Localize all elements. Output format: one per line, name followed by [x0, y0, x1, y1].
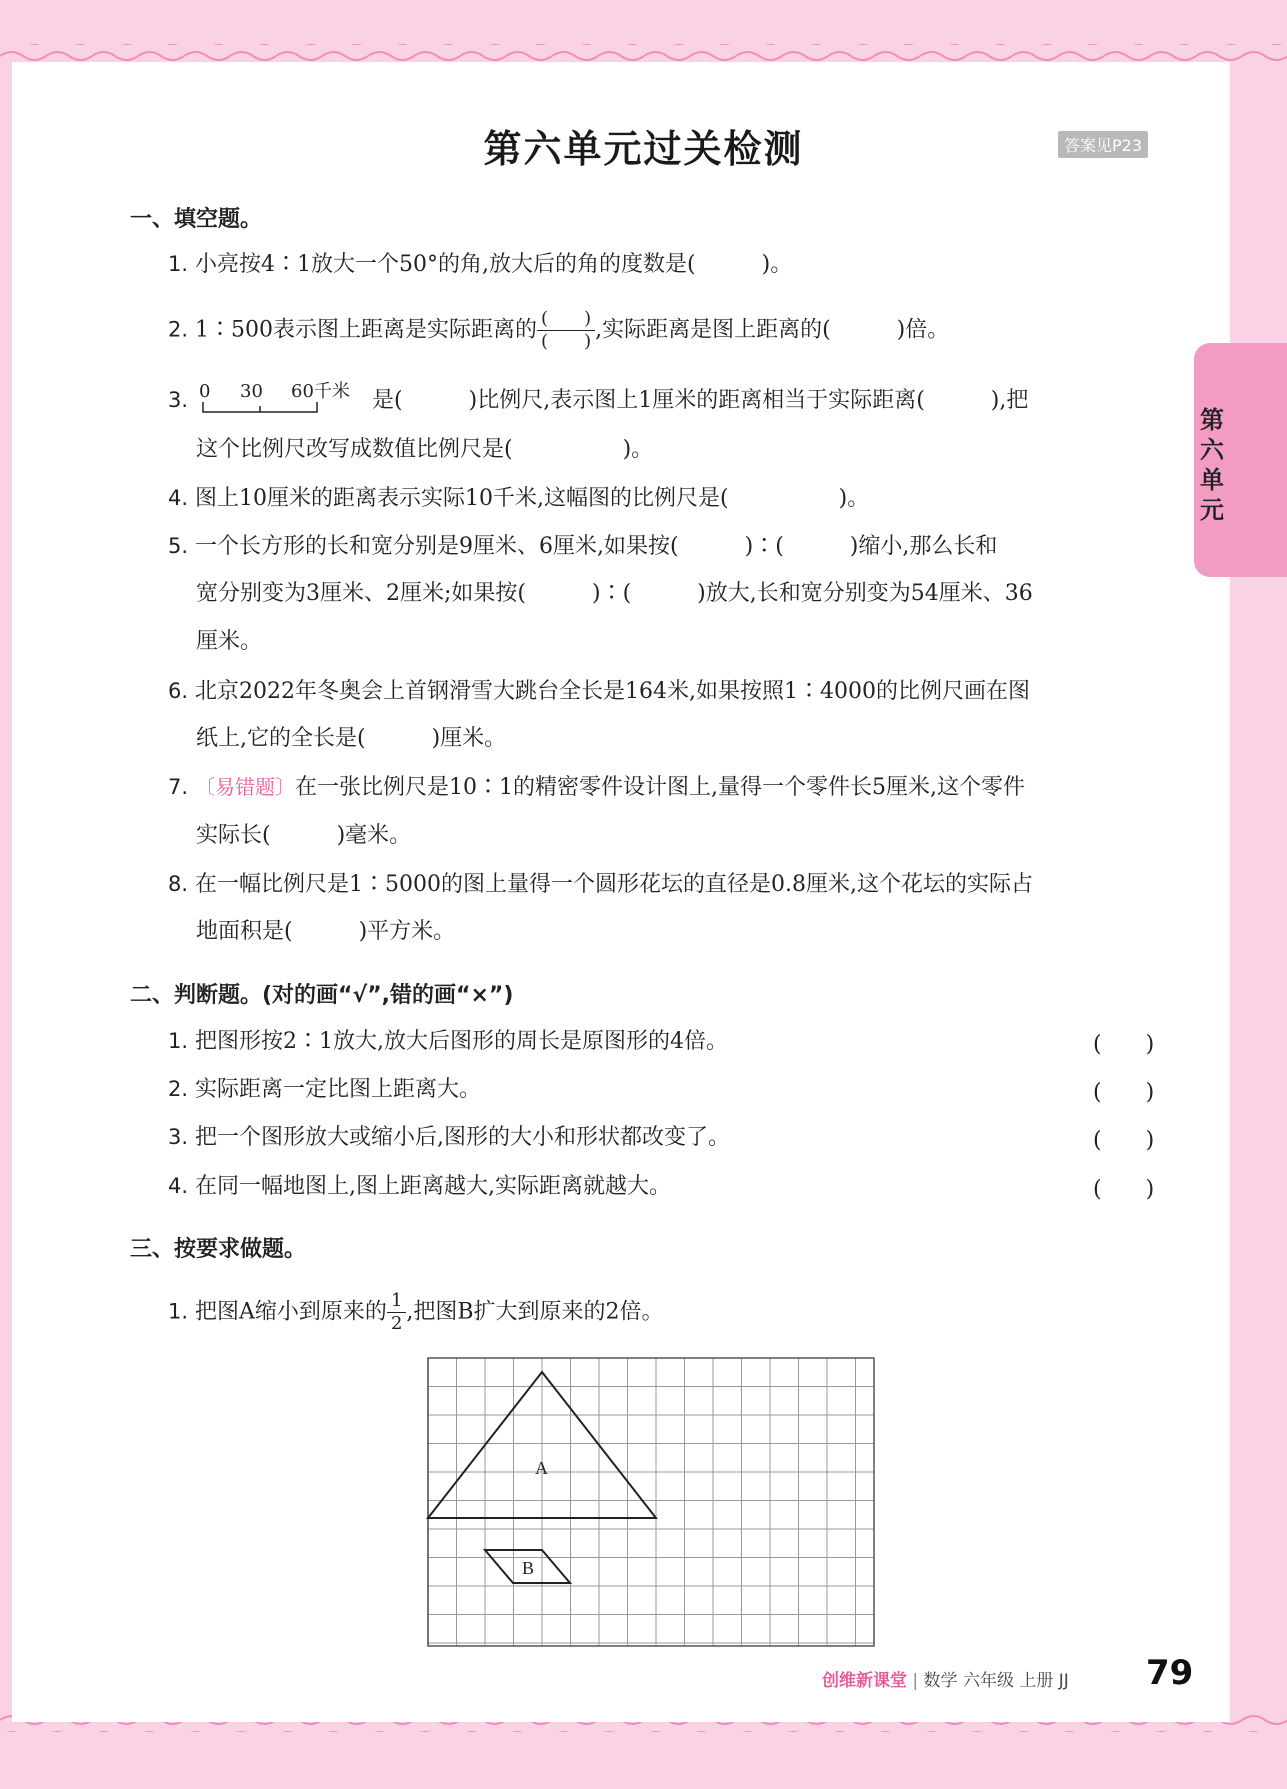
judgment-item-4 [168, 1172, 671, 1201]
question-text: 实际距离一定比图上距离大。 [195, 1077, 482, 1102]
error-prone-tag: 〔易错题〕 [195, 775, 296, 799]
question-text: 小亮按4∶1放大一个50°的角,放大后的角的度数是( )。 [195, 252, 793, 277]
question-text: 1∶500表示图上距离是实际距离的 [195, 317, 538, 343]
question-1-8 [168, 870, 1033, 899]
question-text: 图上10厘米的距离表示实际10千米,这幅图的比例尺是( )。 [195, 486, 870, 511]
section-tasks-heading: 三、按要求做题。 [130, 1237, 307, 1262]
scale-tick-label: 60千米 [291, 381, 350, 402]
question-text: 北京2022年冬奥会上首钢滑雪大跳台全长是164米,如果按照1∶4000的比例尺画在图 [195, 679, 1031, 704]
line-scale-bar [195, 381, 365, 414]
question-text-continued: 宽分别变为3厘米、2厘米;如果按( )∶( )放大,长和宽分别变为54厘米、36 [196, 581, 1033, 606]
fraction-numerator: ( ) [537, 308, 595, 331]
question-text-continued: 厘米。 [196, 629, 263, 654]
fraction [387, 1290, 406, 1335]
answer-parentheses: ( ) [1093, 1177, 1155, 1202]
question-number: 1. [168, 252, 189, 276]
question-number: 4. [168, 1174, 189, 1198]
question-text: ,实际距离是图上距离的( )倍。 [595, 317, 950, 343]
question-text: 在同一幅地图上,图上距离越大,实际距离就越大。 [195, 1174, 672, 1199]
question-number: 8. [168, 872, 189, 896]
question-1-1 [168, 250, 792, 279]
answer-reference-badge: 答案见P23 [1058, 131, 1148, 158]
question-text: 一个长方形的长和宽分别是9厘米、6厘米,如果按( )∶( )缩小,那么长和 [195, 534, 998, 559]
question-number: 3. [168, 388, 189, 412]
fraction-denominator: ( ) [541, 331, 592, 352]
question-text: 是( )比例尺,表示图上1厘米的距离相当于实际距离( ),把 [372, 388, 1029, 413]
fraction-denominator: 2 [390, 1313, 403, 1334]
question-number: 2. [168, 317, 189, 342]
footer-info: 创维新课堂 | 数学 六年级 上册 JJ [822, 1671, 1069, 1691]
question-1-7 [168, 773, 1025, 802]
question-text-continued: 纸上,它的全长是( )厘米。 [196, 726, 507, 751]
question-text: 把图形按2∶1放大,放大后图形的周长是原图形的4倍。 [195, 1029, 729, 1054]
fraction-blank [537, 308, 595, 353]
question-number: 6. [168, 679, 189, 703]
answer-parentheses: ( ) [1093, 1080, 1155, 1105]
question-1-4 [168, 484, 869, 513]
grid-lines [428, 1358, 874, 1646]
scale-tick-label: 30 [240, 381, 263, 402]
question-number: 2. [168, 1077, 189, 1101]
grid-border [428, 1358, 874, 1646]
question-1-6 [168, 677, 1030, 706]
page-title: 第六单元过关检测 [483, 127, 804, 171]
question-number: 1. [168, 1029, 189, 1053]
question-text-continued: 实际长( )毫米。 [196, 823, 412, 848]
footer-book-info: 数学 六年级 上册 JJ [923, 1671, 1069, 1691]
page-number: 79 [1146, 1653, 1194, 1693]
judgment-item-2 [168, 1075, 481, 1104]
question-number: 4. [168, 486, 189, 510]
section-true-false-heading: 二、判断题。(对的画“√”,错的画“×”) [130, 983, 514, 1008]
question-text: 把一个图形放大或缩小后,图形的大小和形状都改变了。 [195, 1125, 731, 1150]
question-text: 把图A缩小到原来的 [195, 1299, 387, 1325]
question-3-1 [168, 1290, 664, 1335]
question-number: 7. [168, 775, 189, 799]
question-text-continued: 这个比例尺改写成数值比例尺是( )。 [196, 437, 654, 462]
question-number: 1. [168, 1299, 189, 1324]
question-number: 5. [168, 534, 189, 558]
question-text: 在一幅比例尺是1∶5000的图上量得一个圆形花坛的直径是0.8厘米,这个花坛的实际占 [195, 872, 1034, 897]
question-1-3 [168, 381, 1029, 415]
question-text-continued: 地面积是( )平方米。 [196, 919, 456, 944]
judgment-item-3 [168, 1123, 730, 1152]
question-1-2 [168, 308, 949, 353]
footer-brand: 创维新课堂 [822, 1671, 907, 1691]
fraction-numerator: 1 [387, 1290, 406, 1313]
answer-parentheses: ( ) [1093, 1128, 1155, 1153]
figure-a-label: A [535, 1458, 548, 1478]
section-fill-in-heading: 一、填空题。 [130, 207, 263, 232]
judgment-item-1 [168, 1027, 728, 1056]
question-number: 3. [168, 1125, 189, 1149]
scale-bar-line [195, 400, 325, 414]
scale-tick-label: 0 [199, 381, 211, 402]
question-1-5 [168, 532, 997, 561]
answer-parentheses: ( ) [1093, 1032, 1155, 1057]
grid-figure [422, 1354, 880, 1650]
question-text: 在一张比例尺是10∶1的精密零件设计图上,量得一个零件长5厘米,这个零件 [295, 775, 1026, 800]
unit-side-tab-label: 第六单元 [1200, 406, 1224, 524]
question-text: ,把图B扩大到原来的2倍。 [406, 1299, 664, 1325]
figure-b-label: B [522, 1558, 535, 1578]
